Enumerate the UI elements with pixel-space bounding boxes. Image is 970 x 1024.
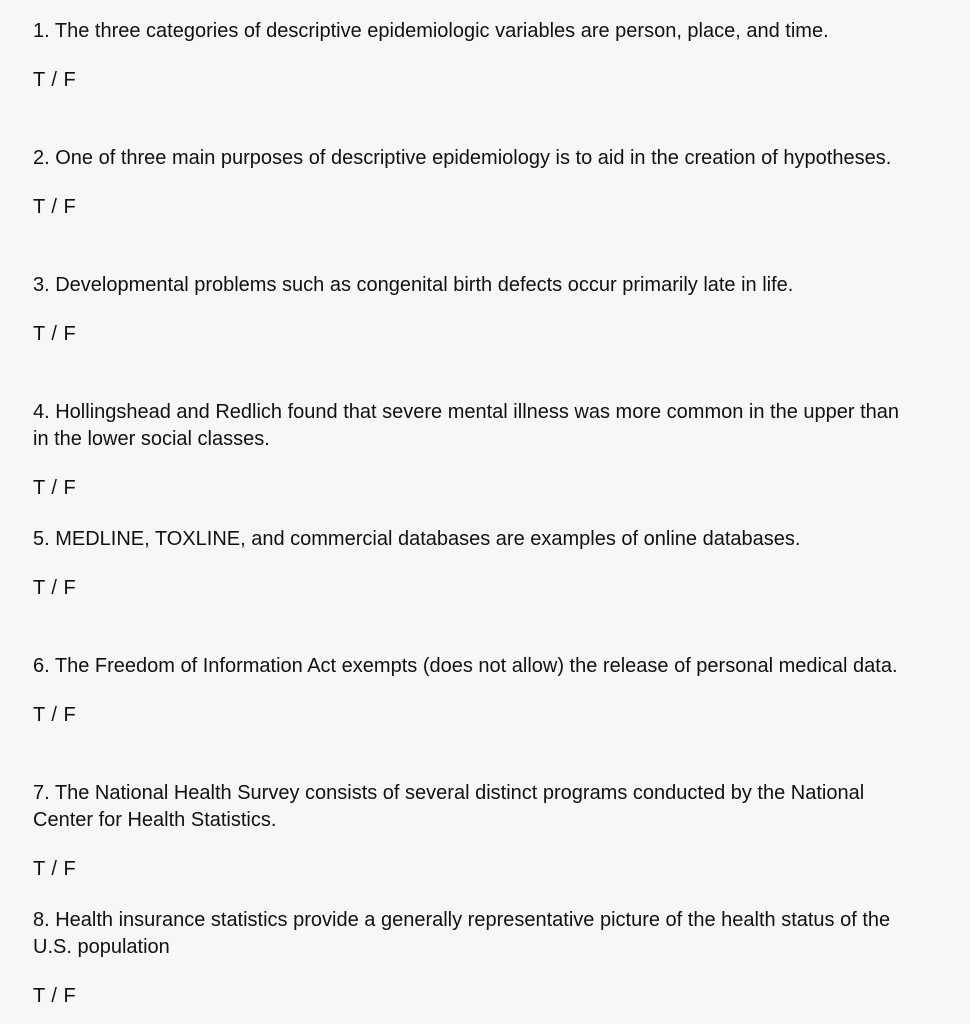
question-2 [33,145,913,221]
true-false-option: T / F [33,477,77,499]
true-false-option: T / F [33,69,77,91]
question-text: 2. One of three main purposes of descriptive epidemiology is to aid in the creation of hypotheses. [33,147,892,169]
true-false-option: T / F [33,577,77,599]
question-text: 3. Developmental problems such as congenital birth defects occur primarily late in life. [33,274,794,296]
question-7 [33,780,913,883]
true-false-option: T / F [33,196,77,218]
question-4 [33,399,913,502]
true-false-option: T / F [33,323,77,345]
question-5 [33,526,913,602]
question-text: 8. Health insurance statistics provide a generally representative picture of the health status of the U.S. population [33,909,891,958]
question-6 [33,653,913,729]
question-text: 5. MEDLINE, TOXLINE, and commercial databases are examples of online databases. [33,528,801,550]
question-1 [33,18,913,94]
question-text: 4. Hollingshead and Redlich found that severe mental illness was more common in the upper than in the lower social classes. [33,401,900,450]
question-text: 1. The three categories of descriptive epidemiologic variables are person, place, and time. [33,20,829,42]
true-false-option: T / F [33,858,77,880]
question-8 [33,907,913,1010]
true-false-option: T / F [33,985,77,1007]
question-3 [33,272,913,348]
true-false-option: T / F [33,704,77,726]
question-text: 7. The National Health Survey consists of several distinct programs conducted by the National Center for Health Statistics. [33,782,865,831]
question-text: 6. The Freedom of Information Act exempts (does not allow) the release of personal medical data. [33,655,898,677]
